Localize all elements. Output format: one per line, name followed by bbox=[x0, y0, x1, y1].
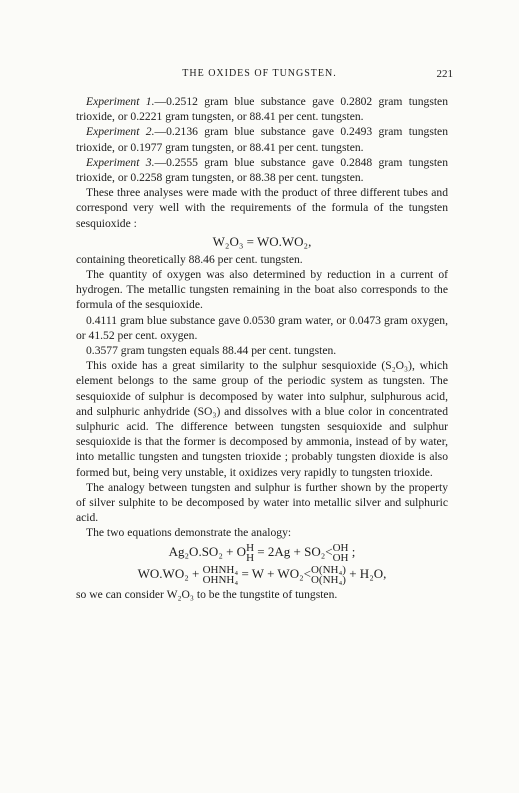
stack-bottom: H bbox=[246, 551, 255, 564]
paragraph-oxygen: The quantity of oxygen was also determined by reduction in a current of hydrogen. The metallic tungsten remaining in the boat also corresponds to the formula of the sesquioxide. bbox=[76, 268, 448, 312]
equation-silver-stack-1 bbox=[246, 543, 254, 563]
stack-top: OH bbox=[332, 541, 349, 554]
stack-top: OHNH₄ bbox=[202, 563, 239, 576]
experiment-2-label: Experiment 2. bbox=[86, 125, 155, 139]
equation-sesquioxide: W₂O₃ = WO.WO₂, bbox=[212, 233, 312, 249]
paragraph-theoretical: containing theoretically 88.46 per cent. tungsten. bbox=[76, 252, 303, 266]
paragraph-analyses: These three analyses were made with the product of three different tubes and correspond very well with the requirements of the formula of the tungsten sesquioxide : bbox=[76, 186, 448, 230]
stack-bottom: O(NH₄) bbox=[310, 573, 346, 586]
equation-silver-stack-2 bbox=[333, 543, 349, 563]
equation-silver: Ag₂O.SO₂ + OH H = 2Ag + SO₂<OH OH ; bbox=[168, 541, 356, 564]
equation-tungsten-mid: = W + WO₂ bbox=[238, 565, 304, 581]
paragraph-analogy: The analogy between tungsten and sulphur is further shown by the property of silver sulphite to be decomposed by water into metallic silver and sulphuric acid. bbox=[76, 480, 448, 525]
equation-tungsten: WO.WO₂ + OHNH₄ OHNH₄ = W + WO₂<O(NH₄) O(NH₄) + H₂O, bbox=[137, 563, 387, 586]
equation-tungsten-left: WO.WO₂ + bbox=[137, 565, 203, 581]
equation-tungsten-end: + H₂O, bbox=[345, 565, 387, 581]
experiment-3 bbox=[76, 155, 448, 185]
equation-tungsten-stack-1 bbox=[203, 565, 239, 585]
experiment-3-label: Experiment 3. bbox=[86, 155, 155, 169]
experiment-1-label: Experiment 1. bbox=[86, 95, 155, 108]
experiment-2 bbox=[76, 124, 448, 154]
equation-silver-mid: = 2Ag + SO₂ bbox=[254, 543, 326, 559]
page-number: 221 bbox=[436, 68, 453, 80]
equation-silver-end: ; bbox=[348, 543, 356, 559]
experiment-1 bbox=[76, 94, 448, 124]
paragraph-conclusion: so we can consider W₂O₃ to be the tungstite of tungsten. bbox=[76, 587, 338, 601]
body-text bbox=[76, 94, 448, 602]
stack-top: O(NH₄) bbox=[310, 563, 346, 576]
paragraph-tungsten-result: 0.3577 gram tungsten equals 88.44 per cent. tungsten. bbox=[86, 344, 337, 358]
experiment-3-text: —0.2555 gram blue substance gave 0.2848 gram tungsten trioxide, or 0.2258 gram tungsten, or 88.38 per cent. tungsten. bbox=[76, 155, 448, 185]
equation-silver-left: Ag₂O.SO₂ + O bbox=[168, 543, 247, 559]
running-title: THE OXIDES OF TUNGSTEN. bbox=[182, 68, 337, 79]
stack-bottom: OHNH₄ bbox=[202, 573, 239, 586]
experiment-2-text: —0.2136 gram blue substance gave 0.2493 gram tungsten trioxide, or 0.1977 gram tungsten, or 88.41 per cent. tungsten. bbox=[76, 125, 448, 154]
paragraph-equations-intro: The two equations demonstrate the analogy: bbox=[86, 526, 292, 540]
paragraph-similarity: This oxide has a great similarity to the sulphur sesquioxide (S₂O₃), which element belongs to the same group of the periodic system as tungsten. The sesquioxide of sulphur is decomposed by water into sulphur, sulphurous acid, and sulphuric anhydride (SO₃) and dissolves with a blue color in concentrated sulphuric acid. The difference between tungsten sesquioxide and sulphur sesquioxide is that the former is decomposed by ammonia, instead of by water, into metallic tungsten and tungsten trioxide ; probably tungsten dioxide is also formed but, being very unstable, it oxidizes very rapidly to tungsten trioxide. bbox=[76, 359, 448, 479]
paragraph-oxygen-result: 0.4111 gram blue substance gave 0.0530 gram water, or 0.0473 gram oxygen, or 41.52 per cent. oxygen. bbox=[76, 313, 448, 342]
stack-bottom: OH bbox=[332, 551, 349, 564]
equation-tungsten-stack-2 bbox=[311, 565, 346, 585]
stack-top: H bbox=[246, 541, 255, 554]
experiment-1-text: —0.2512 gram blue substance gave 0.2802 gram tungsten trioxide, or 0.2221 gram tungsten, or 88.41 per cent. tungsten. bbox=[76, 95, 448, 124]
